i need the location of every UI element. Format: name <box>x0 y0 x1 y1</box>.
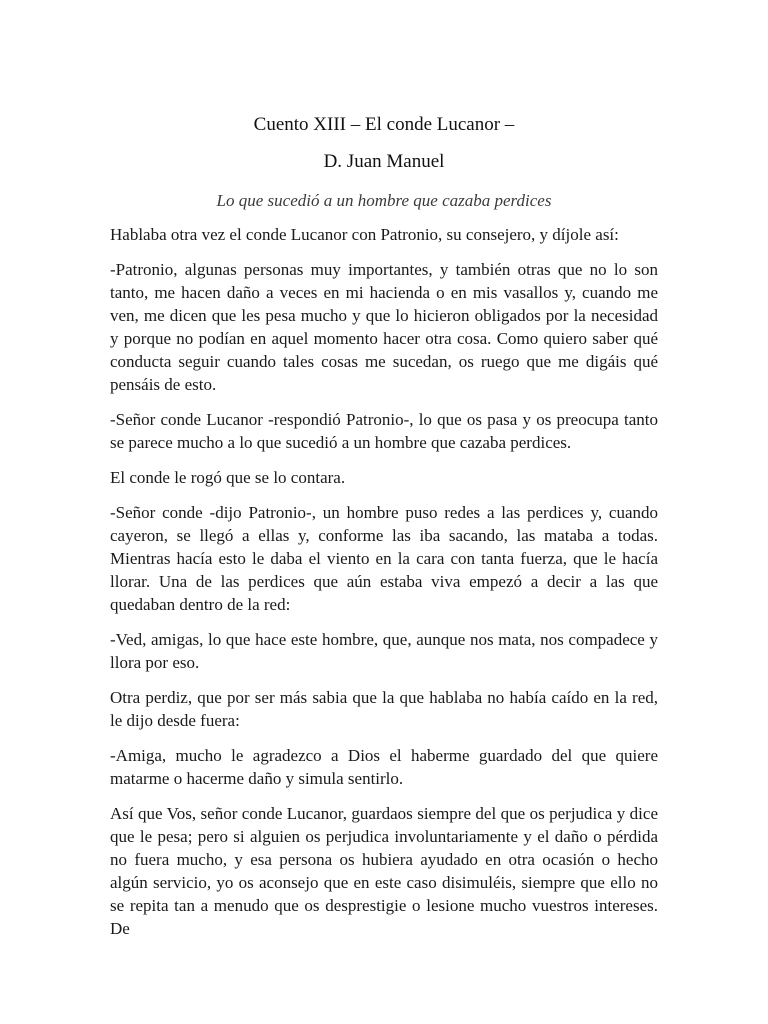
document-body <box>110 223 658 1013</box>
paragraph: -Señor conde Lucanor -respondió Patronio-, lo que os pasa y os preocupa tanto se parece mucho a lo que sucedió a un hombre que cazaba perdices. <box>110 410 658 452</box>
paragraph: -Ved, amigas, lo que hace este hombre, que, aunque nos mata, nos compadece y llora por eso. <box>110 630 658 672</box>
document-subtitle: Lo que sucedió a un hombre que cazaba perdices <box>216 191 552 210</box>
paragraph: Otra perdiz, que por ser más sabia que la que hablaba no había caído en la red, le dijo desde fuera: <box>110 688 658 730</box>
paragraph: -Señor conde -dijo Patronio-, un hombre puso redes a las perdices y, cuando cayeron, se llegó a ellas y, conforme las iba sacando, las mataba a todas. Mientras hacía esto le daba el viento en la cara con tanta fuerza, que le hacía llorar. Una de las perdices que aún estaba viva empezó a decir a las que quedaban dentro de la red: <box>110 503 658 614</box>
paragraph: El conde le rogó que se lo contara. <box>110 468 346 487</box>
paragraph: Así que Vos, señor conde Lucanor, guardaos siempre del que os perjudica y dice que le pesa; pero si alguien os perjudica involuntariamente y el daño o pérdida no fuera mucho, y esa persona os hubiera ayudado en otra ocasión o hecho algún servicio, yo os aconsejo que en este caso disimuléis, siempre que ello no se repita tan a menudo que os desprestigie o lesione mucho vuestros intereses. De <box>110 804 658 938</box>
document-author: D. Juan Manuel <box>323 151 445 172</box>
document-title: Cuento XIII – El conde Lucanor – <box>253 114 515 135</box>
paragraph: -Amiga, mucho le agradezco a Dios el haberme guardado del que quiere matarme o hacerme daño y simula sentirlo. <box>110 746 658 788</box>
paragraph: -Patronio, algunas personas muy importantes, y también otras que no lo son tanto, me hacen daño a veces en mi hacienda o en mis vasallos y, cuando me ven, me dicen que les pesa mucho y que lo hicieron obligados por la necesidad y porque no podían en aquel momento hacer otra cosa. Como quiero saber qué conducta seguir cuando tales cosas me sucedan, os ruego que me digáis qué pensáis de esto. <box>110 260 658 394</box>
paragraph: Hablaba otra vez el conde Lucanor con Patronio, su consejero, y díjole así: <box>110 225 619 244</box>
